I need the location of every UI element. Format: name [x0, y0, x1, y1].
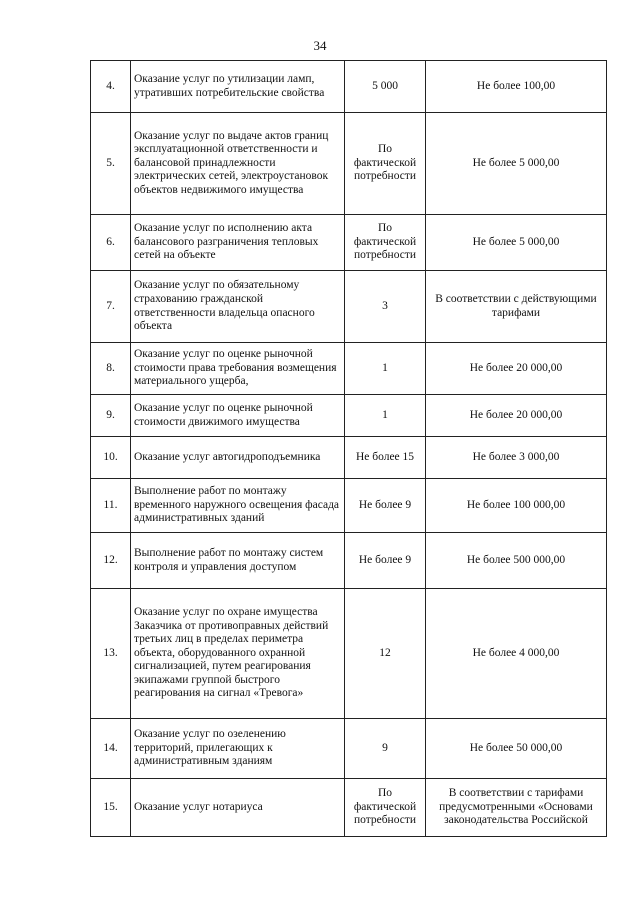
service-quantity: По фактической потребности — [345, 779, 426, 837]
service-price: Не более 100,00 — [426, 61, 607, 113]
service-quantity: 5 000 — [345, 61, 426, 113]
service-price: Не более 20 000,00 — [426, 343, 607, 395]
service-description: Оказание услуг по оценке рыночной стоимости права требования возмещения материального ущерба, — [131, 343, 345, 395]
service-quantity: 1 — [345, 343, 426, 395]
service-description: Оказание услуг нотариуса — [131, 779, 345, 837]
row-number: 12. — [91, 533, 131, 589]
table-row — [91, 271, 607, 343]
table-row — [91, 61, 607, 113]
row-number: 8. — [91, 343, 131, 395]
table-row — [91, 395, 607, 437]
row-number: 10. — [91, 437, 131, 479]
service-quantity: По фактической потребности — [345, 113, 426, 215]
service-quantity: Не более 9 — [345, 479, 426, 533]
table-row — [91, 719, 607, 779]
page-number: 34 — [313, 38, 327, 53]
service-quantity: Не более 9 — [345, 533, 426, 589]
service-description: Оказание услуг по исполнению акта балансового разграничения тепловых сетей на объекте — [131, 215, 345, 271]
table-row — [91, 589, 607, 719]
service-quantity: 1 — [345, 395, 426, 437]
service-quantity: 9 — [345, 719, 426, 779]
row-number: 9. — [91, 395, 131, 437]
table-row — [91, 437, 607, 479]
service-description: Оказание услуг по утилизации ламп, утративших потребительские свойства — [131, 61, 345, 113]
service-description: Выполнение работ по монтажу временного наружного освещения фасада административных зданий — [131, 479, 345, 533]
table-row — [91, 215, 607, 271]
service-price: Не более 5 000,00 — [426, 215, 607, 271]
service-quantity: По фактической потребности — [345, 215, 426, 271]
service-quantity: Не более 15 — [345, 437, 426, 479]
service-price: Не более 100 000,00 — [426, 479, 607, 533]
service-price: Не более 50 000,00 — [426, 719, 607, 779]
row-number: 7. — [91, 271, 131, 343]
table-row — [91, 533, 607, 589]
service-description: Оказание услуг по выдаче актов границ эксплуатационной ответственности и балансовой принадлежности электрических сетей, электроустановок объектов недвижимого имущества — [131, 113, 345, 215]
service-price: Не более 4 000,00 — [426, 589, 607, 719]
service-price: Не более 500 000,00 — [426, 533, 607, 589]
row-number: 5. — [91, 113, 131, 215]
services-table — [90, 60, 607, 837]
row-number: 15. — [91, 779, 131, 837]
service-price: В соответствии с действующими тарифами — [426, 271, 607, 343]
table-row — [91, 479, 607, 533]
table-row — [91, 779, 607, 837]
service-description: Оказание услуг по оценке рыночной стоимости движимого имущества — [131, 395, 345, 437]
service-price: Не более 5 000,00 — [426, 113, 607, 215]
row-number: 14. — [91, 719, 131, 779]
service-description: Оказание услуг по охране имущества Заказчика от противоправных действий третьих лиц в пределах периметра объекта, оборудованного охранной сигнализацией, путем реагирования экипажами группой быстрого реагирования на сигнал «Тревога» — [131, 589, 345, 719]
service-price: Не более 3 000,00 — [426, 437, 607, 479]
service-quantity: 3 — [345, 271, 426, 343]
service-description: Оказание услуг автогидроподъемника — [131, 437, 345, 479]
service-quantity: 12 — [345, 589, 426, 719]
row-number: 13. — [91, 589, 131, 719]
service-price: Не более 20 000,00 — [426, 395, 607, 437]
service-description: Оказание услуг по озеленению территорий, прилегающих к административным зданиям — [131, 719, 345, 779]
row-number: 6. — [91, 215, 131, 271]
service-description: Оказание услуг по обязательному страхованию гражданской ответственности владельца опасного объекта — [131, 271, 345, 343]
table-row — [91, 113, 607, 215]
service-price: В соответствии с тарифами предусмотренными «Основами законодательства Российской — [426, 779, 607, 837]
service-description: Выполнение работ по монтажу систем контроля и управления доступом — [131, 533, 345, 589]
row-number: 4. — [91, 61, 131, 113]
table-row — [91, 343, 607, 395]
row-number: 11. — [91, 479, 131, 533]
